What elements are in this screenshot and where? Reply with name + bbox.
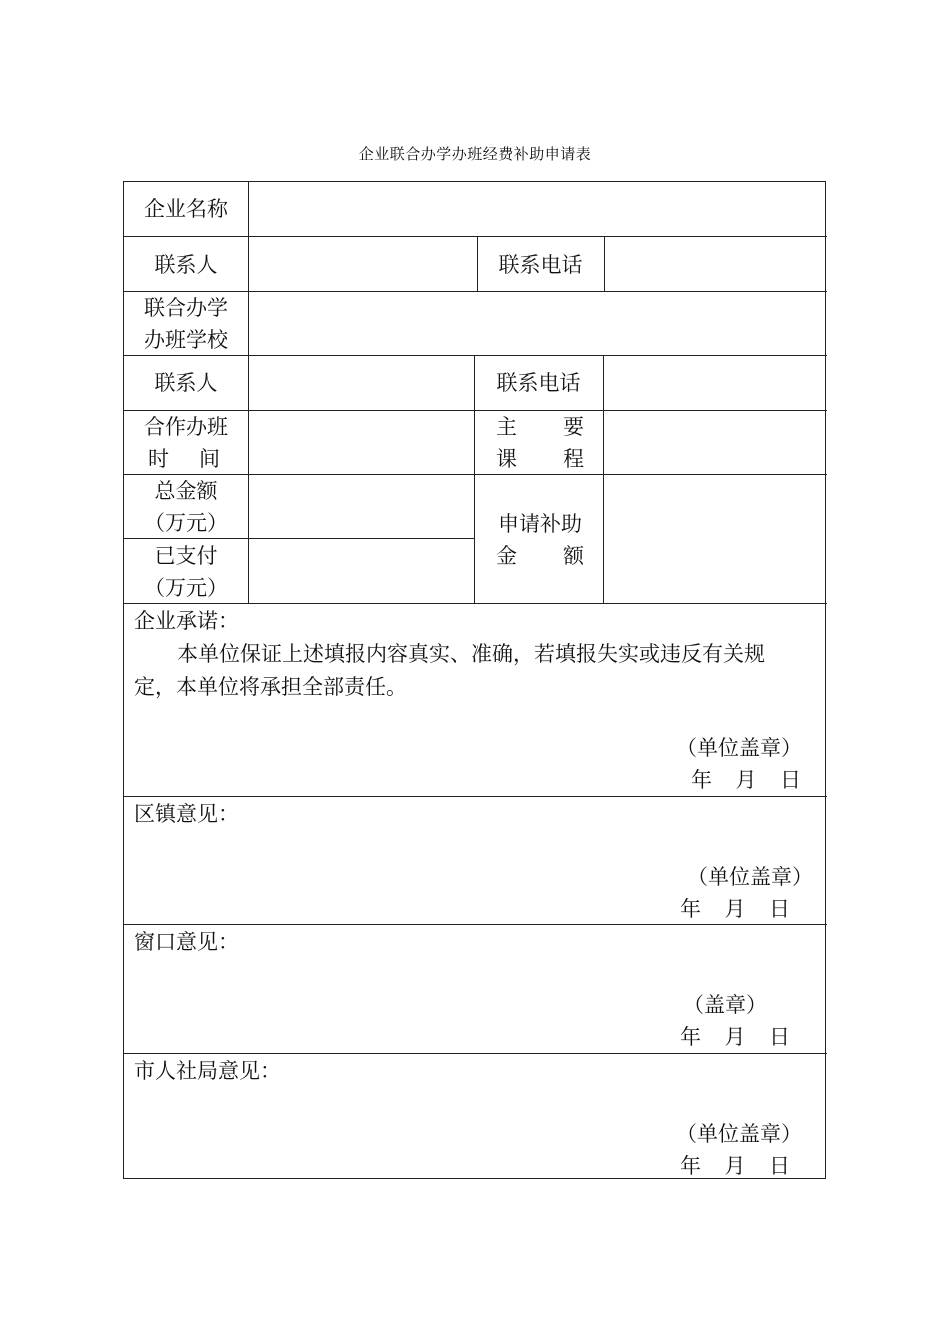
- company-name-field[interactable]: [250, 184, 825, 235]
- course-label: [496, 411, 584, 475]
- subsidy-amount-label: [496, 508, 584, 572]
- row-divider: [124, 796, 827, 797]
- school-phone-field[interactable]: [605, 357, 825, 409]
- school-label-line2: 办班学校: [144, 328, 228, 352]
- total-amount-label: [124, 475, 248, 539]
- date-day: 日: [769, 1154, 790, 1178]
- pledge-body-line2: 定，本单位将承担全部责任。: [134, 675, 407, 699]
- school-contact-field[interactable]: [250, 357, 473, 409]
- period-label-char: 间: [199, 447, 220, 471]
- school-phone-label: 联系电话: [496, 371, 581, 395]
- bureau-opinion-heading: 市人社局意见：: [134, 1059, 281, 1083]
- total-amount-field[interactable]: [250, 476, 473, 537]
- pledge-body-line1: 本单位保证上述填报内容真实、准确，若填报失实或违反有关规: [177, 642, 765, 666]
- subsidy-amount-char: 金: [496, 544, 517, 568]
- course-label-char: 要: [563, 415, 584, 439]
- pledge-date: [691, 764, 801, 796]
- form-title: 企业联合办学办班经费补助申请表: [358, 145, 592, 163]
- paid-amount-line2: （万元）: [144, 576, 228, 600]
- school-label-line1: 联合办学: [144, 296, 228, 320]
- paid-amount-field[interactable]: [250, 540, 473, 602]
- window-stamp: （盖章）: [683, 993, 767, 1017]
- date-day: 日: [769, 1025, 790, 1049]
- date-year: 年: [680, 897, 701, 921]
- pledge-heading: 企业承诺：: [134, 609, 239, 633]
- subsidy-amount-field[interactable]: [605, 476, 825, 602]
- total-amount-line2: （万元）: [144, 511, 228, 535]
- town-opinion-heading: 区镇意见：: [134, 802, 239, 826]
- subsidy-amount-line1: 申请补助: [498, 512, 582, 536]
- date-month: 月: [735, 768, 757, 792]
- school-label: [124, 292, 248, 356]
- date-year: 年: [680, 1154, 701, 1178]
- period-label: [124, 411, 248, 475]
- period-label-line1: 合作办班: [144, 415, 228, 439]
- date-year: 年: [691, 768, 712, 792]
- period-field[interactable]: [250, 412, 473, 473]
- row-divider: [124, 236, 827, 237]
- row-divider: [124, 1053, 827, 1054]
- course-label-char: 程: [563, 447, 584, 471]
- town-stamp: （单位盖章）: [687, 865, 813, 889]
- date-month: 月: [724, 1154, 746, 1178]
- total-amount-line1: 总金额: [154, 479, 218, 503]
- application-form-table: [123, 181, 826, 1179]
- bureau-stamp: （单位盖章）: [676, 1122, 802, 1146]
- date-year: 年: [680, 1025, 701, 1049]
- period-label-char: 时: [148, 447, 169, 471]
- date-month: 月: [724, 1025, 746, 1049]
- course-label-char: 主: [496, 415, 517, 439]
- course-label-char: 课: [496, 447, 517, 471]
- town-date: [680, 893, 790, 925]
- subsidy-amount-char: 额: [563, 544, 584, 568]
- date-day: 日: [769, 897, 790, 921]
- company-contact-field[interactable]: [250, 238, 476, 290]
- paid-amount-line1: 已支付: [154, 544, 218, 568]
- column-divider: [604, 236, 605, 291]
- date-month: 月: [724, 897, 746, 921]
- column-divider: [248, 182, 249, 603]
- pledge-stamp: （单位盖章）: [676, 736, 802, 760]
- company-name-label: 企业名称: [144, 197, 228, 221]
- window-opinion-heading: 窗口意见：: [134, 930, 239, 954]
- date-day: 日: [780, 768, 801, 792]
- school-contact-label: 联系人: [154, 371, 218, 395]
- paid-amount-label: [124, 540, 248, 604]
- company-contact-label: 联系人: [154, 253, 218, 277]
- company-phone-field[interactable]: [606, 238, 825, 290]
- school-field[interactable]: [250, 293, 825, 354]
- company-phone-label: 联系电话: [498, 253, 583, 277]
- window-date: [680, 1021, 790, 1053]
- course-field[interactable]: [605, 412, 825, 473]
- bureau-date: [680, 1150, 790, 1182]
- column-divider: [603, 355, 604, 603]
